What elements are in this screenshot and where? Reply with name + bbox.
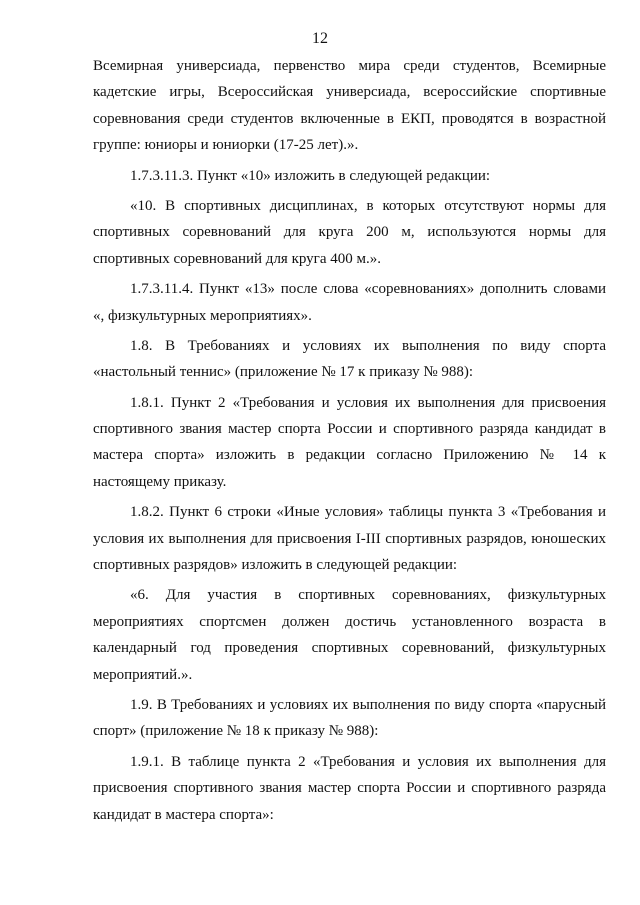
paragraph (93, 163, 606, 189)
paragraph (93, 193, 606, 272)
text-line: соревнования среди студентов включенные в ЕКП, проводятся в возрастной (93, 110, 606, 127)
paragraph (93, 333, 606, 386)
text-line: кадетские игры, Всероссийская универсиада, всероссийские спортивные (93, 84, 606, 101)
text-line: условия их выполнения для присвоения I-III спортивных разрядов, юношеских (93, 530, 606, 547)
text-line: Всемирная универсиада, первенство мира среди студентов, Всемирные (93, 58, 606, 74)
paragraph (93, 499, 606, 578)
text-line: 1.8.1. Пункт 2 «Требования и условия их выполнения для присвоения (130, 394, 606, 411)
text-line: 1.9.1. В таблице пункта 2 «Требования и условия их выполнения для (130, 753, 606, 770)
paragraph (93, 692, 606, 745)
text-line: спортивных соревнований для круга 400 м.». (93, 250, 381, 267)
text-line: присвоения спортивного звания мастер спорта России и спортивного разряда (93, 780, 606, 797)
text-line: 1.9. В Требованиях и условиях их выполнения по виду спорта «парусный (130, 696, 606, 713)
paragraph (93, 582, 606, 688)
text-line: мероприятиях спортсмен должен достичь установленного возраста в (93, 613, 606, 630)
text-line: спортивных разрядов» изложить в следующей редакции: (93, 557, 458, 574)
text-line: «, физкультурных мероприятиях». (93, 307, 312, 324)
paragraph (93, 749, 606, 828)
text-line: спортивных соревнований для круга 200 м, используются нормы для (93, 224, 606, 241)
text-line: спорт» (приложение № 18 к приказу № 988): (93, 723, 379, 740)
document-body (93, 53, 606, 828)
paragraph (93, 276, 606, 329)
text-line: 1.8. В Требованиях и условиях их выполнения по виду спорта (130, 337, 606, 354)
text-line: 1.7.3.11.3. Пункт «10» изложить в следующей редакции: (130, 167, 491, 184)
text-line: мастера спорта» изложить в редакции согласно Приложению № 14 к (93, 447, 606, 464)
text-line: 1.7.3.11.4. Пункт «13» после слова «соревнованиях» дополнить словами (130, 281, 606, 298)
page-number: 12 (312, 30, 328, 47)
text-line: «настольный теннис» (приложение № 17 к приказу № 988): (93, 364, 474, 381)
text-line: календарный год проведения спортивных соревнований, физкультурных (93, 640, 606, 657)
text-line: спортивного звания мастер спорта России и спортивного разряда кандидат в (93, 421, 606, 438)
text-line: мероприятий.». (93, 666, 193, 683)
text-line: «10. В спортивных дисциплинах, в которых отсутствуют нормы для (130, 197, 606, 214)
paragraph (93, 53, 606, 159)
text-line: настоящему приказу. (93, 473, 227, 490)
text-line: «6. Для участия в спортивных соревнованиях, физкультурных (130, 587, 606, 604)
paragraph (93, 390, 606, 496)
text-line: группе: юниоры и юниорки (17-25 лет).». (93, 137, 359, 154)
text-line: 1.8.2. Пункт 6 строки «Иные условия» таблицы пункта 3 «Требования и (130, 504, 606, 521)
text-line: кандидат в мастера спорта»: (93, 806, 274, 823)
